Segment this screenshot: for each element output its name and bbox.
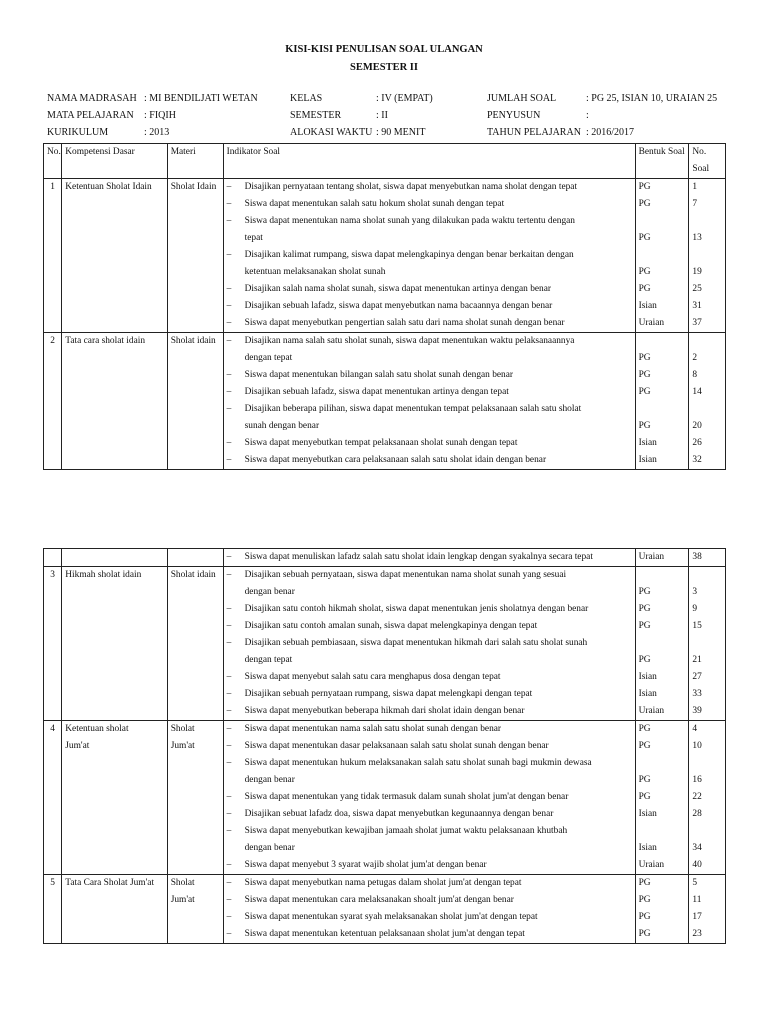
bentuk-soal-value [639,567,686,584]
indikator-cell [223,179,635,333]
indikator-cell [223,567,635,721]
indikator-text: Disajikan satu contoh amalan sunah, siswa dapat melengkapinya dengan tepat [244,621,538,631]
nama-madrasah-value: : MI BENDILJATI WETAN [144,93,258,104]
bentuk-soal-value: Isian [638,843,657,853]
bentuk-soal-value: PG [638,233,651,243]
nomor-soal-value: 20 [692,421,702,431]
indikator-item [227,806,632,823]
dash-marker: – [226,912,232,922]
penyusun-label: PENYUSUN [487,110,541,121]
bentuk-soal-value: PG [638,284,651,294]
bentuk-soal-value: Uraian [638,552,665,562]
bentuk-soal-value: PG [638,724,651,734]
indikator-text-continued: dengan benar [244,775,295,785]
indikator-text: Siswa dapat menentukan dasar pelaksanaan salah satu sholat sunah dengan benar [244,741,549,751]
dash-marker: – [226,455,232,465]
indikator-text: Siswa dapat menentukan ketentuan pelaksanaan sholat jum'at dengan tepat [244,929,525,939]
indikator-item [227,857,632,874]
header-materi: Materi [167,144,223,179]
nomor-soal-value: 1 [692,182,698,192]
bentuk-soal-value [639,333,686,350]
row-number [44,549,62,567]
kurikulum-label: KURIKULUM [47,127,109,138]
dash-marker: – [226,216,232,226]
nomor-soal-value: 31 [692,301,702,311]
nomor-soal-value: 19 [692,267,702,277]
header-no-soal: No. Soal [689,144,726,179]
indikator-text-continued: dengan tepat [244,353,293,363]
nama-madrasah-label: NAMA MADRASAH [47,93,137,104]
nomor-soal-value: 11 [692,895,702,905]
materi-cell [167,549,223,567]
indikator-text: Siswa dapat menyebutkan pengertian salah satu dari nama sholat sunah dengan benar [244,318,565,328]
document-subtitle: SEMESTER II [350,62,418,73]
nomor-soal-value: 21 [692,655,702,665]
nomor-soal-value: 28 [692,809,702,819]
dash-marker: – [226,570,232,580]
nomor-soal-value: 39 [692,706,702,716]
bentuk-soal-value: Isian [638,689,657,699]
indikator-text: Disajikan satu contoh hikmah sholat, siswa dapat menentukan jenis sholatnya dengan benar [244,604,589,614]
nomor-soal-value: 26 [692,438,702,448]
materi-text: Sholat idain [170,336,216,346]
nomor-soal-value: 22 [692,792,702,802]
bentuk-soal-value: Isian [638,301,657,311]
indikator-item [227,452,632,469]
materi-text [171,549,220,566]
nomor-soal-value: 5 [692,878,698,888]
bentuk-soal-value: PG [638,421,651,431]
nomor-soal-value: 8 [692,370,698,380]
nomor-soal-value: 23 [692,929,702,939]
header-kompetensi-dasar: Kompetensi Dasar [62,144,167,179]
indikator-item [227,703,632,720]
dash-marker: – [226,336,232,346]
dash-marker: – [226,929,232,939]
indikator-text: Disajikan nama salah satu sholat sunah, siswa dapat menentukan waktu pelaksanaannya [244,336,575,346]
indikator-text: Siswa dapat menentukan yang tidak termasuk dalam sunah sholat jum'at dengan benar [244,792,569,802]
dash-marker: – [226,552,232,562]
bentuk-soal-value: PG [638,587,651,597]
dash-marker: – [226,878,232,888]
dash-marker: – [226,387,232,397]
kompetensi-dasar-text: Tata cara sholat idain [65,336,146,346]
indikator-item [227,669,632,686]
kompetensi-dasar-text: Ketentuan sholat [65,724,129,734]
nomor-soal-value: 3 [692,587,698,597]
nomor-soal-value: 16 [692,775,702,785]
no-soal-cell [689,549,726,567]
bentuk-soal-value: PG [638,741,651,751]
bentuk-soal-value [639,823,686,840]
materi-text: Sholat [170,878,195,888]
indikator-text: Disajikan sebuat lafadz doa, siswa dapat menyebutkan kegunaannya dengan benar [244,809,554,819]
bentuk-soal-value: PG [638,182,651,192]
kompetensi-dasar-text: Hikmah sholat idain [65,570,142,580]
bentuk-soal-cell [635,179,689,333]
indikator-text: Siswa dapat menyebut 3 syarat wajib sholat jum'at dengan benar [244,860,487,870]
nomor-soal-value: 17 [692,912,702,922]
indikator-item [227,618,632,635]
jumlah-soal-label: JUMLAH SOAL [487,93,557,104]
nomor-soal-value [692,247,722,264]
row-number: 2 [44,333,62,470]
indikator-text: Disajikan sebuah pernyataan, siswa dapat menentukan nama sholat sunah yang sesuai [244,570,567,580]
materi-text: Jum'at [170,741,195,751]
table-row [44,179,726,333]
indikator-cell [223,549,635,567]
kompetensi-dasar-text: Ketentuan Sholat Idain [65,182,152,192]
indikator-item [227,384,632,401]
mata-pelajaran-value: : FIQIH [144,110,176,121]
nomor-soal-value: 10 [692,741,702,751]
kompetensi-dasar-cell [62,549,167,567]
dash-marker: – [226,199,232,209]
indikator-item [227,435,632,452]
bentuk-soal-cell [635,549,689,567]
kisi-kisi-table-1 [43,143,726,470]
nomor-soal-value [692,567,722,584]
nomor-soal-value [692,333,722,350]
indikator-text: Siswa dapat menentukan salah satu hokum sholat sunah dengan tepat [244,199,505,209]
table-row [44,333,726,470]
tahun-pelajaran-label: TAHUN PELAJARAN [487,127,581,138]
bentuk-soal-value: PG [638,199,651,209]
indikator-item [227,789,632,806]
nomor-soal-value: 25 [692,284,702,294]
indikator-text-continued: sunah dengan benar [244,421,320,431]
indikator-item [227,755,632,772]
dash-marker: – [226,860,232,870]
row-number: 1 [44,179,62,333]
indikator-item [227,367,632,384]
bentuk-soal-value: PG [638,775,651,785]
indikator-cell [223,721,635,875]
penyusun-value: : [586,110,589,121]
bentuk-soal-value [639,213,686,230]
bentuk-soal-value: PG [638,878,651,888]
indikator-item [227,875,632,892]
indikator-item [227,230,632,247]
indikator-item [227,549,632,566]
header-no: No. [44,144,62,179]
materi-text: Sholat [170,724,195,734]
table-row [44,549,726,567]
kompetensi-dasar-cell [62,875,167,944]
indikator-text-continued: dengan benar [244,843,295,853]
header-bentuk-soal: Bentuk Soal [635,144,689,179]
bentuk-soal-value: Isian [638,438,657,448]
indikator-text-continued: ketentuan melaksanakan sholat sunah [244,267,386,277]
indikator-text-continued: dengan benar [244,587,295,597]
bentuk-soal-value: Uraian [638,860,665,870]
row-number: 4 [44,721,62,875]
dash-marker: – [226,370,232,380]
kelas-label: KELAS [290,93,323,104]
kompetensi-dasar-text: Tata Cara Sholat Jum'at [65,878,155,888]
bentuk-soal-cell [635,333,689,470]
dash-marker: – [226,250,232,260]
kompetensi-dasar-cell [62,567,167,721]
indikator-text-continued: dengan tepat [244,655,293,665]
indikator-item [227,721,632,738]
nomor-soal-value: 27 [692,672,702,682]
dash-marker: – [226,318,232,328]
indikator-text: Siswa dapat menentukan cara melaksanakan shoalt jum'at dengan benar [244,895,514,905]
indikator-item [227,401,632,418]
dash-marker: – [226,895,232,905]
nomor-soal-value: 37 [692,318,702,328]
indikator-item [227,909,632,926]
row-number: 5 [44,875,62,944]
nomor-soal-value: 2 [692,353,698,363]
bentuk-soal-cell [635,875,689,944]
indikator-text: Disajikan kalimat rumpang, siswa dapat melengkapinya dengan benar berkaitan dengan [244,250,574,260]
materi-cell [167,875,223,944]
indikator-text: Siswa dapat menuliskan lafadz salah satu sholat idain lengkap dengan syakalnya secara tepat [244,552,593,562]
bentuk-soal-value: PG [638,267,651,277]
nomor-soal-value: 15 [692,621,702,631]
bentuk-soal-value [639,755,686,772]
indikator-item [227,892,632,909]
kompetensi-dasar-text [65,549,163,566]
dash-marker: – [226,792,232,802]
indikator-item [227,196,632,213]
materi-cell [167,179,223,333]
dash-marker: – [226,621,232,631]
indikator-text: Siswa dapat menentukan bilangan salah satu sholat sunah dengan benar [244,370,514,380]
bentuk-soal-value: Uraian [638,706,665,716]
indikator-item [227,840,632,857]
kompetensi-dasar-cell [62,721,167,875]
kurikulum-value: : 2013 [144,127,170,138]
bentuk-soal-value: PG [638,655,651,665]
nomor-soal-value [692,213,722,230]
nomor-soal-value: 33 [692,689,702,699]
dash-marker: – [226,758,232,768]
kisi-kisi-table-2 [43,548,726,944]
indikator-item [227,823,632,840]
bentuk-soal-cell [635,567,689,721]
alokasi-waktu-label: ALOKASI WAKTU [290,127,373,138]
indikator-text: Siswa dapat menyebutkan beberapa hikmah dari sholat idain dengan benar [244,706,525,716]
bentuk-soal-value: PG [638,604,651,614]
no-soal-cell [689,875,726,944]
table-row [44,721,726,875]
dash-marker: – [226,604,232,614]
materi-cell [167,333,223,470]
nomor-soal-value: 34 [692,843,702,853]
materi-text: Jum'at [170,895,195,905]
dash-marker: – [226,724,232,734]
dash-marker: – [226,826,232,836]
bentuk-soal-value: PG [638,387,651,397]
bentuk-soal-value: PG [638,912,651,922]
bentuk-soal-value: PG [638,353,651,363]
bentuk-soal-value [639,635,686,652]
nomor-soal-value: 40 [692,860,702,870]
dash-marker: – [226,284,232,294]
nomor-soal-value: 7 [692,199,698,209]
nomor-soal-value: 4 [692,724,698,734]
nomor-soal-value: 13 [692,233,702,243]
indikator-item [227,738,632,755]
dash-marker: – [226,706,232,716]
dash-marker: – [226,404,232,414]
materi-cell [167,721,223,875]
dash-marker: – [226,438,232,448]
indikator-item [227,298,632,315]
indikator-item [227,652,632,669]
indikator-item [227,315,632,332]
indikator-item [227,584,632,601]
bentuk-soal-value: PG [638,621,651,631]
indikator-item [227,333,632,350]
nomor-soal-value [692,635,722,652]
dash-marker: – [226,809,232,819]
no-soal-cell [689,333,726,470]
indikator-item [227,264,632,281]
indikator-text: Siswa dapat menyebut salah satu cara menghapus dosa dengan tepat [244,672,501,682]
bentuk-soal-value: Isian [638,672,657,682]
alokasi-waktu-value: : 90 MENIT [376,127,426,138]
nomor-soal-value [692,401,722,418]
nomor-soal-value [692,755,722,772]
kompetensi-dasar-cell [62,179,167,333]
bentuk-soal-value [639,247,686,264]
table-row [44,875,726,944]
indikator-text: Disajikan sebuah pernyataan rumpang, siswa dapat melengkapi dengan tepat [244,689,533,699]
dash-marker: – [226,182,232,192]
bentuk-soal-value: PG [638,929,651,939]
kelas-value: : IV (EMPAT) [376,93,433,104]
indikator-item [227,601,632,618]
nomor-soal-value: 32 [692,455,702,465]
indikator-text: Siswa dapat menentukan hukum melaksanakan salah satu sholat sunah bagi mukmin dewasa [244,758,592,768]
indikator-item [227,418,632,435]
indikator-text: Disajikan sebuah pembiasaan, siswa dapat menentukan hikmah dari salah satu sholat sunah [244,638,588,648]
indikator-text: Disajikan sebuah lafadz, siswa dapat menyebutkan nama bacaannya dengan benar [244,301,553,311]
row-number: 3 [44,567,62,721]
indikator-item [227,247,632,264]
indikator-item [227,213,632,230]
indikator-item [227,635,632,652]
mata-pelajaran-label: MATA PELAJARAN [47,110,134,121]
indikator-text: Disajikan pernyataan tentang sholat, siswa dapat menyebutkan nama sholat dengan tepat [244,182,578,192]
jumlah-soal-value: : PG 25, ISIAN 10, URAIAN 25 [586,93,718,104]
indikator-item [227,686,632,703]
indikator-item [227,772,632,789]
kompetensi-dasar-text: Jum'at [65,741,90,751]
dash-marker: – [226,638,232,648]
indikator-cell [223,333,635,470]
indikator-text: Disajikan salah nama sholat sunah, siswa dapat menentukan artinya dengan benar [244,284,552,294]
table-row [44,567,726,721]
document-title: KISI-KISI PENULISAN SOAL ULANGAN [285,44,483,55]
semester-value: : II [376,110,388,121]
materi-text: Sholat idain [170,570,216,580]
indikator-text: Siswa dapat menyebutkan cara pelaksanaan salah satu sholat idain dengan benar [244,455,547,465]
header-indikator-soal: Indikator Soal [223,144,635,179]
indikator-item [227,567,632,584]
table-header-row [44,144,726,179]
no-soal-cell [689,721,726,875]
indikator-text-continued: tepat [244,233,263,243]
materi-cell [167,567,223,721]
indikator-item [227,281,632,298]
bentuk-soal-value: PG [638,895,651,905]
nomor-soal-value: 38 [692,552,702,562]
bentuk-soal-cell [635,721,689,875]
indikator-item [227,350,632,367]
semester-label: SEMESTER [290,110,342,121]
indikator-text: Siswa dapat menyebutkan tempat pelaksanaan sholat sunah dengan tepat [244,438,518,448]
nomor-soal-value: 9 [692,604,698,614]
indikator-cell [223,875,635,944]
no-soal-cell [689,179,726,333]
indikator-text: Siswa dapat menyebutkan kewajiban jamaah sholat jumat waktu pelaksanaan khutbah [244,826,568,836]
dash-marker: – [226,301,232,311]
materi-text: Sholat Idain [170,182,217,192]
indikator-item [227,926,632,943]
indikator-text: Siswa dapat menentukan nama sholat sunah yang dilakukan pada waktu tertentu dengan [244,216,575,226]
bentuk-soal-value: Uraian [638,318,665,328]
indikator-text: Siswa dapat menentukan nama salah satu sholat sunah dengan benar [244,724,502,734]
indikator-text: Disajikan beberapa pilihan, siswa dapat menentukan tempat pelaksanaan salah satu sholat [244,404,582,414]
tahun-pelajaran-value: : 2016/2017 [586,127,635,138]
indikator-text: Siswa dapat menentukan syarat syah melaksanakan sholat jum'at dengan tepat [244,912,538,922]
nomor-soal-value: 14 [692,387,702,397]
indikator-item [227,179,632,196]
nomor-soal-value [692,823,722,840]
no-soal-cell [689,567,726,721]
dash-marker: – [226,689,232,699]
bentuk-soal-value: Isian [638,809,657,819]
bentuk-soal-value: PG [638,792,651,802]
kompetensi-dasar-cell [62,333,167,470]
indikator-text: Disajikan sebuah lafadz, siswa dapat menentukan artinya dengan tepat [244,387,509,397]
indikator-text: Siswa dapat menyebutkan nama petugas dalam sholat jum'at dengan tepat [244,878,522,888]
bentuk-soal-value: Isian [638,455,657,465]
dash-marker: – [226,741,232,751]
dash-marker: – [226,672,232,682]
bentuk-soal-value: PG [638,370,651,380]
bentuk-soal-value [639,401,686,418]
